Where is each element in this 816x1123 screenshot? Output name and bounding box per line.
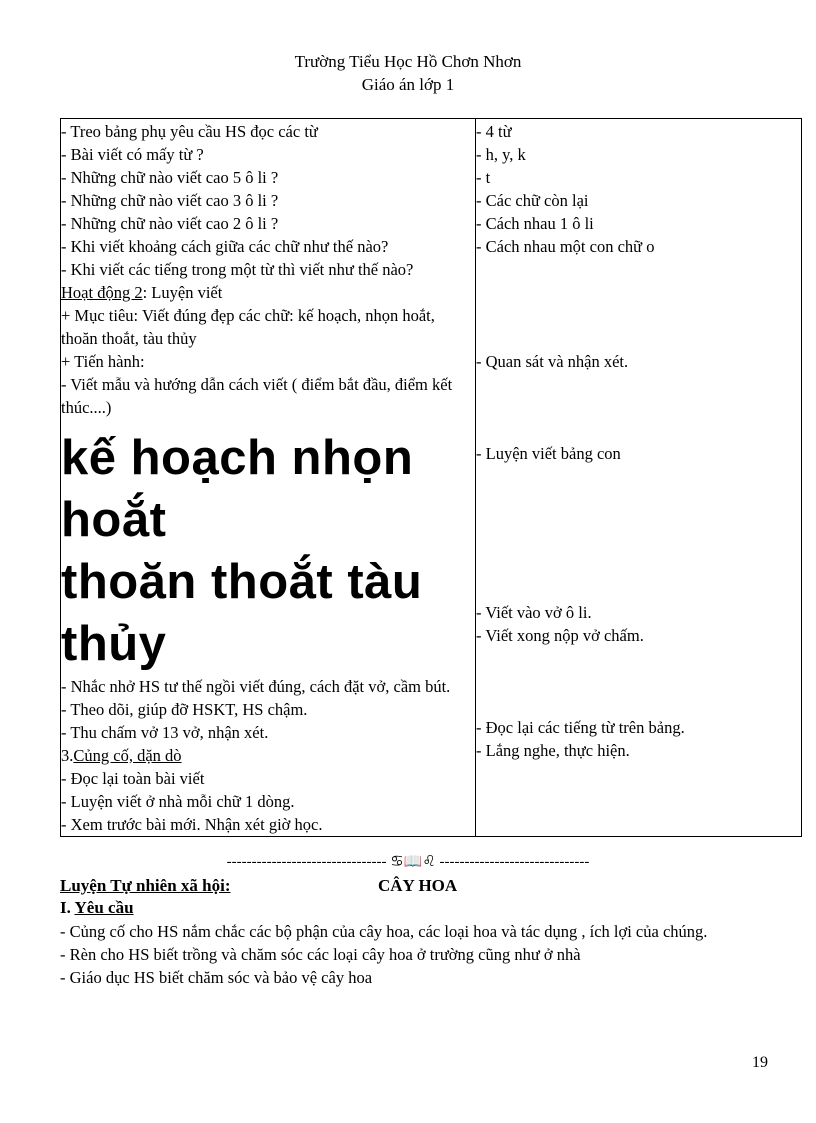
school-name: Trường Tiểu Học Hồ Chơn Nhơn <box>294 52 522 71</box>
student-activities-column <box>476 119 802 837</box>
requirements-body <box>60 920 760 989</box>
list-item: - t <box>476 168 491 187</box>
list-item: - Đọc lại các tiếng từ trên bảng. <box>476 718 685 737</box>
list-item: - Luyện viết ở nhà mỗi chữ 1 dòng. <box>61 792 295 811</box>
handwriting-sample-line: thoăn thoắt tàu <box>61 555 423 609</box>
list-item: - Những chữ nào viết cao 5 ô li ? <box>61 168 279 187</box>
spacer <box>476 647 801 716</box>
list-item: - 4 từ <box>476 122 512 141</box>
list-item: - h, y, k <box>476 145 526 164</box>
list-item: - Theo dõi, giúp đỡ HSKT, HS chậm. <box>61 700 308 719</box>
objective-text: + Mục tiêu: Viết đúng đẹp các chữ: kế hoạch, nhọn hoắt, thoăn thoắt, tàu thủy <box>61 306 435 348</box>
activity-2-title: : Luyện viết <box>142 283 223 302</box>
list-item: - Thu chấm vở 13 vở, nhận xét. <box>61 723 269 742</box>
section-number: 3. <box>61 746 74 765</box>
handwriting-sample-line: thủy <box>61 617 167 671</box>
activity-2-label: Hoạt động 2 <box>61 283 143 302</box>
list-item: - Bài viết có mấy từ ? <box>61 145 204 164</box>
lesson-table <box>60 118 802 837</box>
list-item: - Những chữ nào viết cao 3 ô li ? <box>61 191 279 210</box>
consolidation-heading <box>61 744 475 767</box>
demo-text: - Viết mẫu và hướng dẫn cách viết ( điểm bắt đầu, điểm kết thúc....) <box>61 375 453 417</box>
list-item: - Những chữ nào viết cao 2 ô li ? <box>61 214 279 233</box>
list-item: - Quan sát và nhận xét. <box>476 352 629 371</box>
page-header <box>0 50 816 96</box>
requirements-heading <box>60 897 134 919</box>
consolidation-label: Củng cố, dặn dò <box>73 746 182 765</box>
list-item: - Viết xong nộp vở chấm. <box>476 626 644 645</box>
spacer <box>476 258 801 350</box>
list-item: - Củng cố cho HS nắm chắc các bộ phận của cây hoa, các loại hoa và tác dụng , ích lợi của chúng. <box>60 922 708 941</box>
section-number: I. <box>60 898 75 917</box>
activity-2-heading <box>61 281 475 304</box>
handwriting-sample-line: hoắt <box>61 493 167 547</box>
spacer <box>476 373 801 442</box>
list-item: - Các chữ còn lại <box>476 191 589 210</box>
requirements-label: Yêu cầu <box>74 898 134 917</box>
list-item: - Khi viết các tiếng trong một từ thì viết như thế nào? <box>61 260 414 279</box>
teacher-activities-column <box>61 119 476 837</box>
list-item: - Treo bảng phụ yêu cầu HS đọc các từ <box>61 122 318 141</box>
remind-text: - Nhắc nhở HS tư thế ngồi viết đúng, cách đặt vở, cầm bút. <box>61 677 451 696</box>
class-subtitle: Giáo án lớp 1 <box>361 75 455 94</box>
spacer <box>476 465 801 601</box>
separator-dashes: -------------------------------- <box>226 854 387 870</box>
handwriting-sample-line: kế hoạch nhọn <box>61 431 414 485</box>
ornament-icon: ♋📖♌ <box>390 852 436 870</box>
table-row <box>61 119 802 837</box>
list-item: - Cách nhau 1 ô li <box>476 214 594 233</box>
list-item: - Viết vào vở ô li. <box>476 603 592 622</box>
list-item: - Lắng nghe, thực hiện. <box>476 741 630 760</box>
list-item: - Cách nhau một con chữ o <box>476 237 655 256</box>
procedure-label: + Tiến hành: <box>61 352 145 371</box>
lesson-title-line <box>60 875 800 897</box>
section-separator <box>0 852 816 871</box>
list-item: - Luyện viết bảng con <box>476 444 621 463</box>
lesson-name: CÂY HOA <box>378 876 458 895</box>
list-item: - Đọc lại toàn bài viết <box>61 769 205 788</box>
list-item: - Giáo dục HS biết chăm sóc và bảo vệ cây hoa <box>60 968 373 987</box>
page-number: 19 <box>752 1054 768 1071</box>
list-item: - Khi viết khoảng cách giữa các chữ như thế nào? <box>61 237 389 256</box>
subject-label: Luyện Tự nhiên xã hội: <box>60 876 231 895</box>
list-item: - Xem trước bài mới. Nhận xét giờ học. <box>61 815 323 834</box>
list-item: - Rèn cho HS biết trồng và chăm sóc các loại cây hoa ở trường cũng như ở nhà <box>60 945 581 964</box>
separator-dashes: ------------------------------ <box>439 854 590 870</box>
